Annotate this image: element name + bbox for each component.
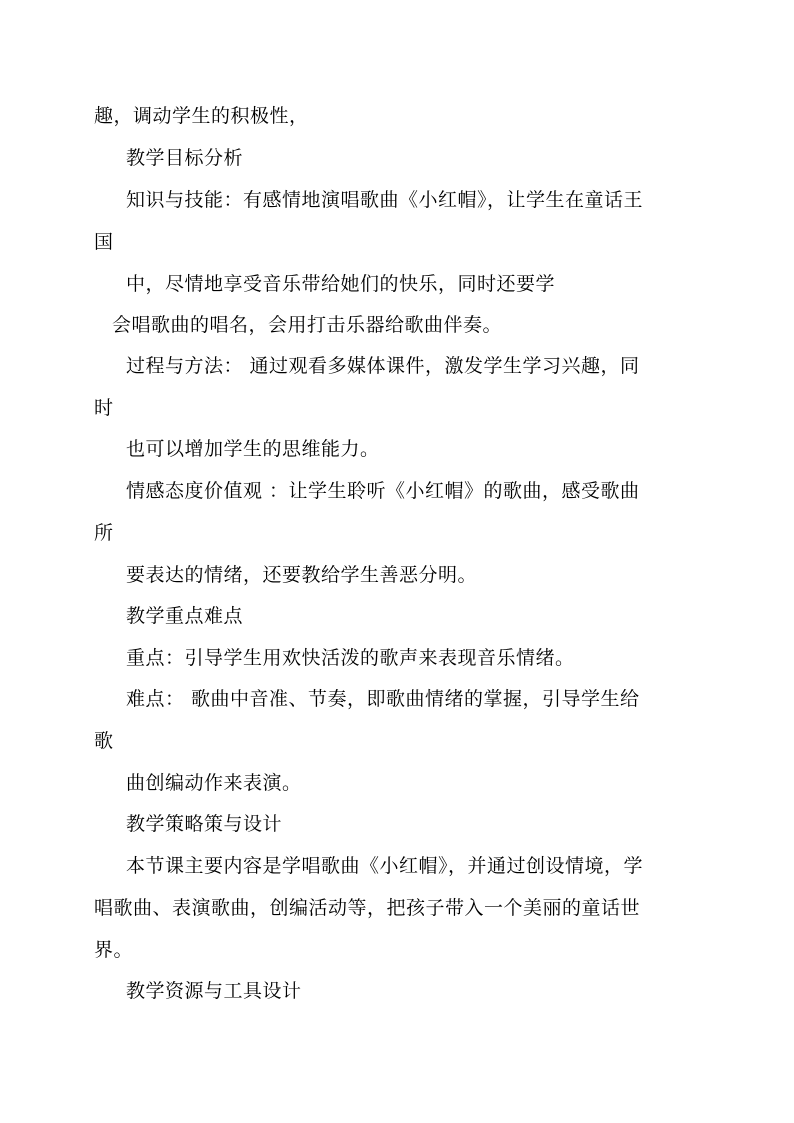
section-heading-strategy: 教学策略策与设计 bbox=[126, 813, 283, 835]
text-line: 知识与技能：有感情地演唱歌曲《小红帽》，让学生在童话王 bbox=[126, 189, 644, 211]
text-line: 过程与方法： 通过观看多媒体课件，激发学生学习兴趣，同 bbox=[126, 355, 640, 377]
text-line: 曲创编动作来表演。 bbox=[126, 772, 302, 794]
text-line: 也可以增加学生的思维能力。 bbox=[126, 438, 380, 460]
text-line: 重点：引导学生用欢快活泼的歌声来表现音乐情绪。 bbox=[126, 647, 575, 669]
text-line: 中，尽情地享受音乐带给她们的快乐，同时还要学 bbox=[126, 273, 556, 295]
section-heading-teaching-goals: 教学目标分析 bbox=[126, 147, 244, 169]
text-line: 界。 bbox=[94, 939, 134, 961]
text-line: 难点： 歌曲中音准、节奏，即歌曲情绪的掌握，引导学生给 bbox=[126, 688, 640, 710]
text-line: 唱歌曲、表演歌曲，创编活动等，把孩子带入一个美丽的童话世 bbox=[94, 897, 641, 919]
text-line: 歌 bbox=[94, 730, 114, 752]
text-line: 情感态度价值观 ：让学生聆听《小红帽》的歌曲，感受歌曲 bbox=[126, 480, 640, 502]
text-line: 趣，调动学生的积极性， bbox=[94, 105, 309, 127]
text-line: 所 bbox=[94, 522, 114, 544]
text-line: 本节课主要内容是学唱歌曲《小红帽》，并通过创设情境，学 bbox=[126, 855, 644, 877]
text-line: 会唱歌曲的唱名，会用打击乐器给歌曲伴奏。 bbox=[112, 314, 503, 336]
section-heading-resources: 教学资源与工具设计 bbox=[126, 980, 302, 1002]
text-line: 要表达的情绪，还要教给学生善恶分明。 bbox=[126, 564, 478, 586]
text-line: 国 bbox=[94, 231, 114, 253]
section-heading-key-points: 教学重点难点 bbox=[126, 605, 244, 627]
text-line: 时 bbox=[94, 397, 114, 419]
